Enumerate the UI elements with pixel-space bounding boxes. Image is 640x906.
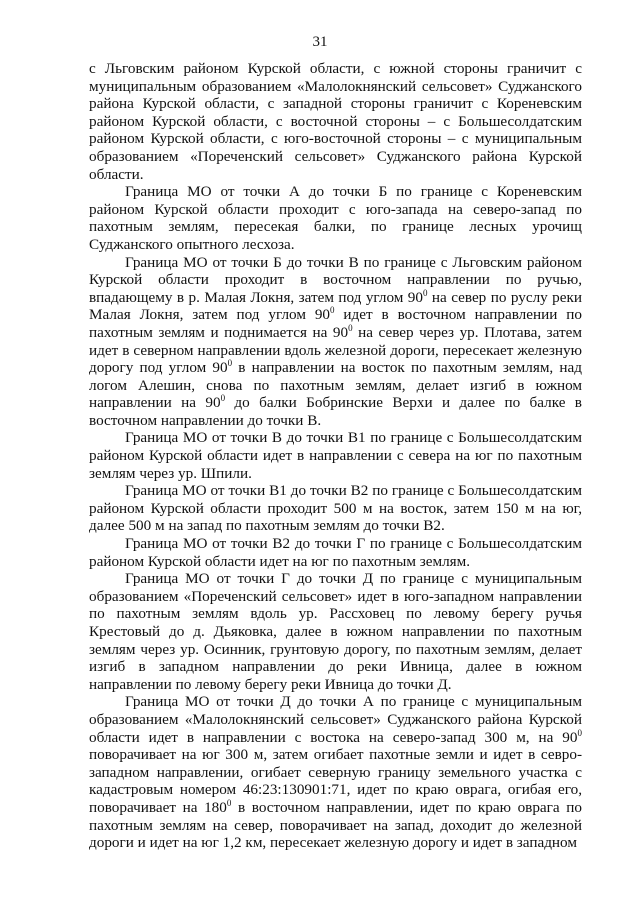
- paragraph-border-v-v1: Граница МО от точки В до точки В1 по границе с Большесолдатским районом Курской области идет в направлении с севера на юг по пахотным землям через ур. Шпили.: [89, 429, 582, 482]
- paragraph-border-a-b: Граница МО от точки А до точки Б по границе с Кореневским районом Курской области проходит с юго-запада на северо-запад по пахотным землям, пересекая балки, по границе лесных урочищ Суджанского опытного лесхоза.: [89, 183, 582, 253]
- paragraph-border-d-a: Граница МО от точки Д до точки А по границе с муниципальным образованием «Малолокнянский сельсовет» Суджанского района Курской области идет в направлении с востока на северо-запад 300 м, на $90^0$ поворачивает на юг 300 м, затем огибает пахотные земли и идет в севро-западном направлении, огибает северную границу земельного участка с кадастровым номером 46:23:130901:71, идет по краю оврага, огибая его, поворачивает на $180^0$ в восточном направлении, идет по краю оврага по пахотным землям на север, поворачивает на запад, доходит до железной дороги и идет на юг 1,2 км, пересекает железную дорогу и идет в западном: [89, 693, 582, 852]
- paragraph-border-b-v: Граница МО от точки Б до точки В по границе с Льговским районом Курской области проходит в восточном направлении по ручью, впадающему в р. Малая Локня, затем под углом $90^0$ на север по руслу реки Малая Локня, затем под углом $90^0$ идет в восточном направлении по пахотным землям и поднимается на $90^0$ на север через ур. Плотава, затем идет в северном направлении вдоль железной дороги, пересекает железную дорогу под углом $90^0$ в направлении на восток по пахотным землям, над логом Алешин, снова по пахотным землям, делает изгиб в южном направлении на $90^0$ до балки Бобринские Верхи и далее по балке в восточном направлении до точки В.: [89, 253, 583, 429]
- paragraph-continuation: с Льговским районом Курской области, с южной стороны граничит с муниципальным образованием «Малолокнянский сельсовет» Суджанского района Курской области, с западной стороны граничит с Кореневским районом Курской области, с восточной стороны – с Большесолдатским районом Курской области, с юго-восточной стороны – с муниципальным образованием «Пореченский сельсовет» Суджанского района Курской области.: [89, 60, 582, 183]
- paragraph-border-v2-g: Граница МО от точки В2 до точки Г по границе с Большесолдатским районом Курской области идет на юг по пахотным землям.: [89, 535, 582, 570]
- paragraph-border-v1-v2: Граница МО от точки В1 до точки В2 по границе с Большесолдатским районом Курской области проходит 500 м на восток, затем 150 м на юг, далее 500 м на запад по пахотным землям до точки В2.: [89, 482, 582, 535]
- document-body: [89, 60, 582, 852]
- page-number: 31: [312, 34, 328, 50]
- paragraph-border-g-d: Граница МО от точки Г до точки Д по границе с муниципальным образованием «Пореченский сельсовет» идет в юго-западном направлении по пахотным землям вдоль ур. Рассховец по левому берегу ручья Крестовый до д. Дьяковка, далее в южном направлении по пахотным землям через ур. Осинник, грунтовую дорогу, по пахотным землям, делает изгиб в западном направлении до реки Ивница, далее в южном направлении по левому берегу реки Ивница до точки Д.: [89, 570, 582, 693]
